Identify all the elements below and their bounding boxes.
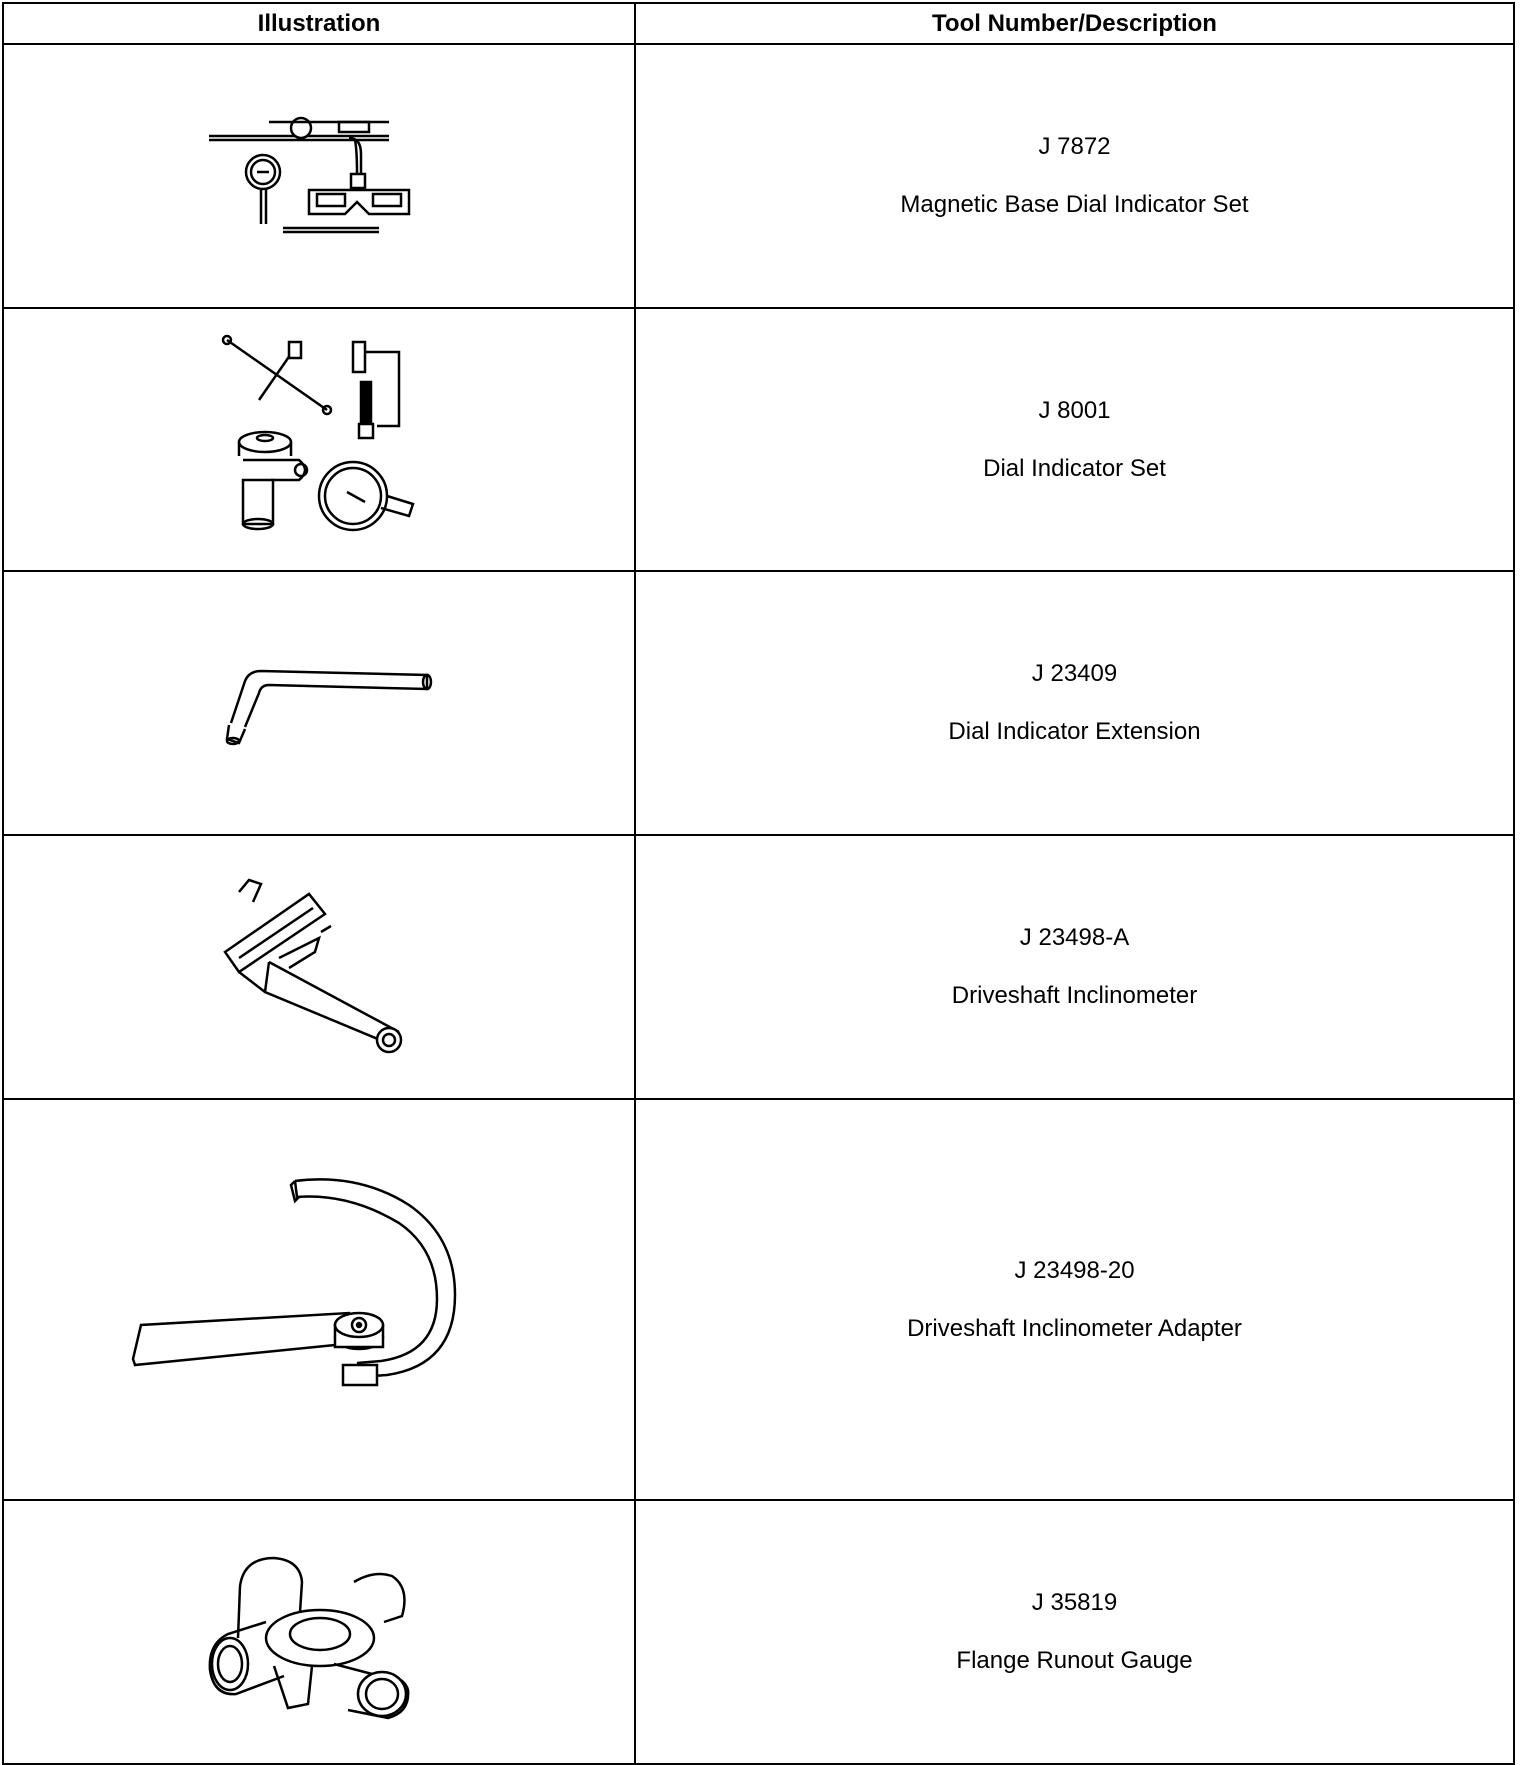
- illustration-cell: [3, 1099, 635, 1500]
- table-row: [3, 1099, 1514, 1500]
- tool-number: J 23498-20: [1014, 1256, 1135, 1284]
- description-cell: [635, 835, 1514, 1099]
- tool-number: J 23409: [1031, 660, 1118, 687]
- table-row: [3, 835, 1514, 1099]
- tool-number: J 23498-A: [1019, 924, 1130, 951]
- tool-description: Driveshaft Inclinometer: [951, 982, 1198, 1009]
- dial-indicator-extension-illustration: [199, 653, 439, 753]
- header-illustration: Illustration: [3, 3, 635, 44]
- description-cell: [635, 44, 1514, 308]
- description-cell: [635, 1500, 1514, 1764]
- table-row: [3, 1500, 1514, 1764]
- illustration-cell: [3, 308, 635, 571]
- tool-number: J 7872: [1038, 133, 1111, 160]
- illustration-cell: [3, 835, 635, 1099]
- tool-table: [2, 2, 1515, 1765]
- tool-description: Dial Indicator Extension: [948, 718, 1201, 745]
- description-cell: [635, 1099, 1514, 1500]
- table-header-row: [3, 3, 1514, 44]
- illustration-cell: [3, 44, 635, 308]
- tool-number: J 8001: [1038, 396, 1111, 424]
- dial-indicator-set-illustration: [199, 330, 439, 550]
- tool-description: Magnetic Base Dial Indicator Set: [900, 191, 1249, 218]
- header-tool-number-description: Tool Number/Description: [635, 3, 1514, 44]
- tool-number: J 35819: [1031, 1589, 1118, 1616]
- flange-runout-gauge-illustration: [204, 1542, 434, 1722]
- table-row: [3, 571, 1514, 835]
- illustration-cell: [3, 571, 635, 835]
- tool-description: Flange Runout Gauge: [956, 1647, 1193, 1674]
- tool-description: Dial Indicator Set: [983, 454, 1166, 482]
- driveshaft-inclinometer-adapter-illustration: [119, 1175, 519, 1425]
- table-row: [3, 44, 1514, 308]
- description-cell: [635, 308, 1514, 571]
- driveshaft-inclinometer-illustration: [209, 862, 429, 1072]
- illustration-cell: [3, 1500, 635, 1764]
- magnetic-base-dial-indicator-set-illustration: [199, 106, 439, 246]
- tool-description: Driveshaft Inclinometer Adapter: [907, 1314, 1242, 1342]
- table-row: [3, 308, 1514, 571]
- description-cell: [635, 571, 1514, 835]
